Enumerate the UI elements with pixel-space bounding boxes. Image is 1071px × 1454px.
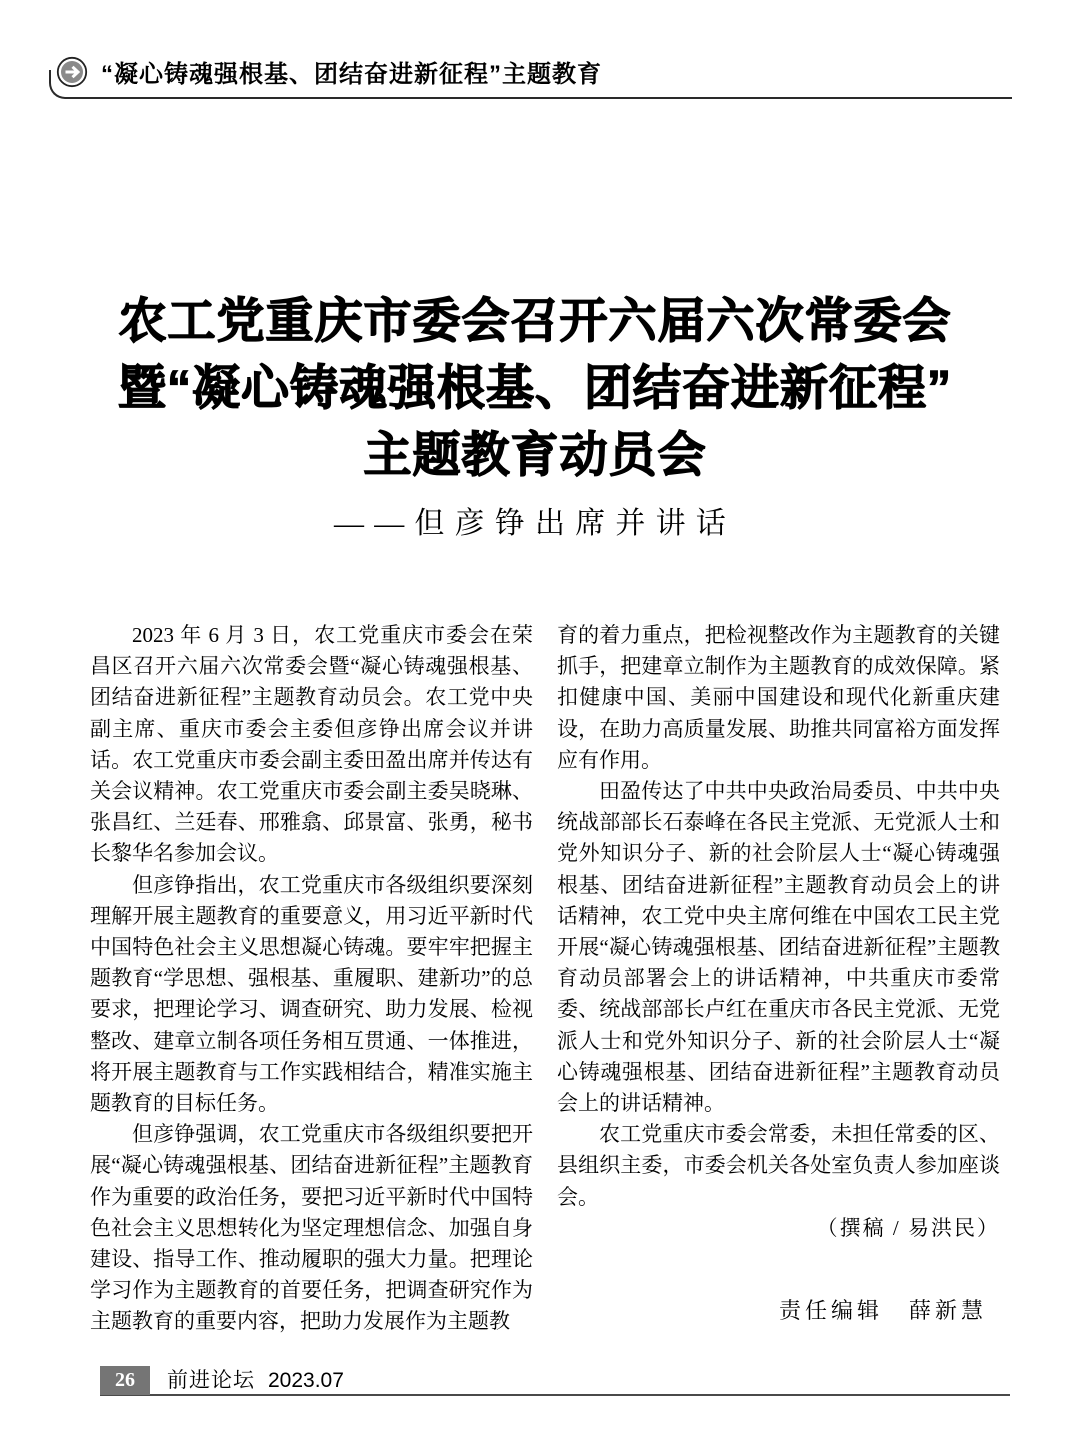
paragraph: 2023 年 6 月 3 日，农工党重庆市委会在荣昌区召开六届六次常委会暨“凝心铸魂强根基、团结奋进新征程”主题教育动员会。农工党中央副主席、重庆市委会主委但彦铮出席会议并讲话。农工党重庆市委会副主委田盈出席并传达有关会议精神。农工党重庆市委会副主委吴晓琳、张昌红、兰廷春、邢雅翕、邱景富、张勇，秘书长黎华名参加会议。	[90, 623, 533, 866]
paragraph: 田盈传达了中共中央政治局委员、中共中央统战部部长石泰峰在各民主党派、无党派人士和党外知识分子、新的社会阶层人士“凝心铸魂强根基、团结奋进新征程”主题教育动员会上的讲话精神，农工党中央主席何维在中国农工民主党开展“凝心铸魂强根基、团结奋进新征程”主题教育动员部署会上的讲话精神，中共重庆市委常委、统战部部长卢红在重庆市各民主党派、无党派人士和党外知识分子、新的社会阶层人士“凝心铸魂强根基、团结奋进新征程”主题教育动员会上的讲话精神。	[557, 779, 1000, 1116]
article-title-line2: 暨“凝心铸魂强根基、团结奋进新征程”	[117, 362, 952, 415]
paragraph: 农工党重庆市委会常委，未担任常委的区、县组织主委，市委会机关各处室负责人参加座谈会。	[557, 1122, 1000, 1209]
running-head-label: “凝心铸魂强根基、团结奋进新征程”主题教育	[101, 61, 602, 88]
article-title	[60, 288, 1010, 489]
page-number: 26	[115, 1369, 135, 1391]
paragraph: 但彦铮强调，农工党重庆市各级组织要把开展“凝心铸魂强根基、团结奋进新征程”主题教育作为重要的政治任务，要把习近平新时代中国特色社会主义思想转化为坚定理想信念、加强自身建设、指导工作、推动履职的强大力量。把理论学习作为主题教育的首要任务，把调查研究作为主题教育的重要内容，把助力发展作为主题教	[90, 1122, 533, 1334]
running-head	[56, 54, 602, 89]
responsible-editor: 责任编辑 薛新慧	[778, 1298, 987, 1323]
journal-issue: 2023.07	[268, 1369, 344, 1392]
arrow-right-circle-icon	[56, 56, 88, 88]
article-subtitle: ——但彦铮出席并讲话	[334, 507, 736, 540]
left-column	[90, 620, 533, 1338]
paragraph: 但彦铮指出，农工党重庆市各级组织要深刻理解开展主题教育的重要意义，用习近平新时代中国特色社会主义思想凝心铸魂。要牢牢把握主题教育“学思想、强根基、重履职、建新功”的总要求，把理论学习、调查研究、助力发展、检视整改、建章立制各项任务相互贯通、一体推进，将开展主题教育与工作实践相结合，精准实施主题教育的目标任务。	[90, 872, 533, 1116]
article-title-line3: 主题教育动员会	[363, 429, 707, 482]
byline: （撰稿 / 易洪民）	[816, 1215, 1000, 1240]
page-number-badge	[100, 1366, 150, 1395]
article-title-line1: 农工党重庆市委会召开六届六次常委会	[118, 295, 952, 348]
paragraph: 育的着力重点，把检视整改作为主题教育的关键抓手，把建章立制作为主题教育的成效保障。紧扣健康中国、美丽中国建设和现代化新重庆建设，在助力高质量发展、助推共同富裕方面发挥应有作用。	[557, 623, 1000, 772]
journal-name: 前进论坛	[167, 1368, 255, 1392]
right-column	[557, 620, 1000, 1244]
